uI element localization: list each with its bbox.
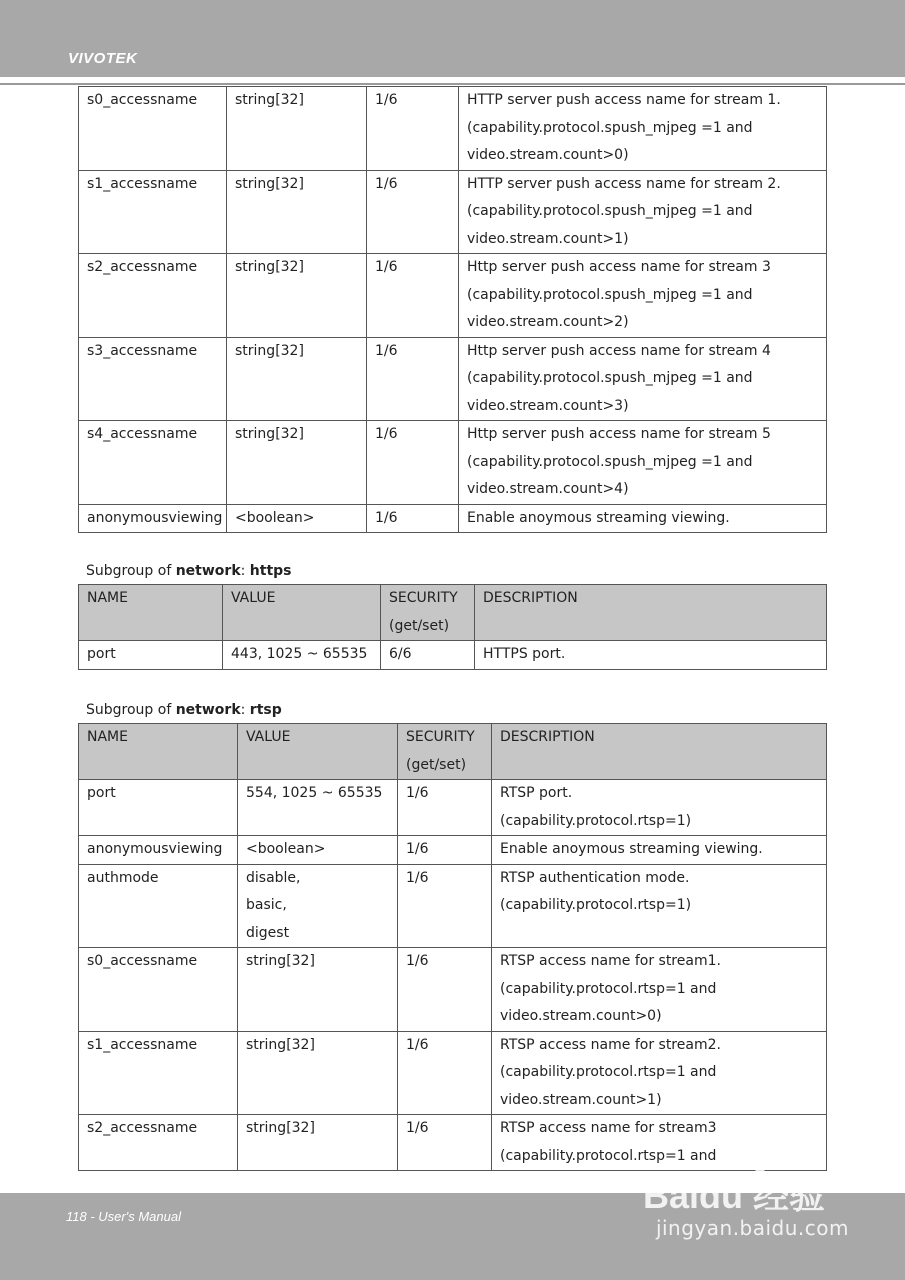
column-header: VALUE <box>238 724 398 780</box>
description-cell: RTSP access name for stream1. (capability.protocol.rtsp=1 and video.stream.count>0) <box>492 948 827 1032</box>
baidu-paw-logo-icon <box>639 1148 849 1214</box>
watermark <box>639 1148 849 1248</box>
value-cell: string[32] <box>227 254 367 338</box>
value-cell: <boolean> <box>227 504 367 533</box>
value-cell: string[32] <box>238 1115 398 1171</box>
description-cell: HTTPS port. <box>475 641 827 670</box>
brand-logo-text: VIVOTEK <box>68 50 138 67</box>
security-cell: 1/6 <box>367 254 459 338</box>
column-header: VALUE <box>223 585 381 641</box>
name-cell: s0_accessname <box>79 87 227 171</box>
table-row <box>79 421 827 505</box>
security-cell: 1/6 <box>398 1115 492 1171</box>
value-cell: string[32] <box>227 87 367 171</box>
security-cell: 1/6 <box>367 421 459 505</box>
name-cell: port <box>79 780 238 836</box>
rtsp-table-body <box>79 724 827 1171</box>
security-cell: 1/6 <box>398 780 492 836</box>
name-cell: anonymousviewing <box>79 504 227 533</box>
value-cell: <boolean> <box>238 836 398 865</box>
column-header: SECURITY (get/set) <box>381 585 475 641</box>
column-header: DESCRIPTION <box>492 724 827 780</box>
page-number: 118 - User's Manual <box>66 1209 181 1224</box>
value-cell: string[32] <box>238 948 398 1032</box>
https-subgroup-caption: Subgroup of network: https <box>86 563 292 579</box>
description-cell: RTSP access name for stream3 (capability.protocol.rtsp=1 and <box>492 1115 827 1171</box>
description-cell: RTSP authentication mode. (capability.protocol.rtsp=1) <box>492 864 827 948</box>
column-header: NAME <box>79 724 238 780</box>
security-cell: 1/6 <box>398 948 492 1032</box>
table-row <box>79 641 827 670</box>
table-row <box>79 504 827 533</box>
table-header-row <box>79 724 827 780</box>
description-cell: HTTP server push access name for stream 2. (capability.protocol.spush_mjpeg =1 and video.stream.count>1) <box>459 170 827 254</box>
name-cell: anonymousviewing <box>79 836 238 865</box>
security-cell: 6/6 <box>381 641 475 670</box>
description-cell: RTSP port. (capability.protocol.rtsp=1) <box>492 780 827 836</box>
description-cell: Http server push access name for stream 3 (capability.protocol.spush_mjpeg =1 and video.stream.count>2) <box>459 254 827 338</box>
name-cell: s3_accessname <box>79 337 227 421</box>
https-table-body <box>79 585 827 670</box>
header-divider <box>0 83 905 85</box>
value-cell: 554, 1025 ~ 65535 <box>238 780 398 836</box>
name-cell: s1_accessname <box>79 170 227 254</box>
value-cell: string[32] <box>227 337 367 421</box>
security-cell: 1/6 <box>398 836 492 865</box>
security-cell: 1/6 <box>367 87 459 171</box>
description-cell: Http server push access name for stream 5 (capability.protocol.spush_mjpeg =1 and video.stream.count>4) <box>459 421 827 505</box>
top-parameter-table <box>78 86 827 533</box>
name-cell: s4_accessname <box>79 421 227 505</box>
table-row <box>79 864 827 948</box>
description-cell: RTSP access name for stream2. (capability.protocol.rtsp=1 and video.stream.count>1) <box>492 1031 827 1115</box>
table-row <box>79 170 827 254</box>
security-cell: 1/6 <box>398 1031 492 1115</box>
description-cell: Enable anoymous streaming viewing. <box>459 504 827 533</box>
security-cell: 1/6 <box>367 170 459 254</box>
table-header-row <box>79 585 827 641</box>
security-cell: 1/6 <box>367 337 459 421</box>
name-cell: s0_accessname <box>79 948 238 1032</box>
watermark-logo-text: Baidu 经验 <box>643 1175 826 1214</box>
description-cell: HTTP server push access name for stream 1. (capability.protocol.spush_mjpeg =1 and video.stream.count>0) <box>459 87 827 171</box>
watermark-url: jingyan.baidu.com <box>655 1216 849 1240</box>
value-cell: string[32] <box>227 421 367 505</box>
value-cell: string[32] <box>227 170 367 254</box>
name-cell: s2_accessname <box>79 254 227 338</box>
table-row <box>79 87 827 171</box>
table-row <box>79 836 827 865</box>
name-cell: s2_accessname <box>79 1115 238 1171</box>
table-row <box>79 948 827 1032</box>
https-parameter-table <box>78 584 827 670</box>
page-header <box>0 0 905 77</box>
name-cell: s1_accessname <box>79 1031 238 1115</box>
description-cell: Http server push access name for stream 4 (capability.protocol.spush_mjpeg =1 and video.stream.count>3) <box>459 337 827 421</box>
rtsp-subgroup-caption: Subgroup of network: rtsp <box>86 702 282 718</box>
description-cell: Enable anoymous streaming viewing. <box>492 836 827 865</box>
security-cell: 1/6 <box>367 504 459 533</box>
top-table-body <box>79 87 827 533</box>
value-cell: disable, basic, digest <box>238 864 398 948</box>
value-cell: string[32] <box>238 1031 398 1115</box>
security-cell: 1/6 <box>398 864 492 948</box>
column-header: SECURITY (get/set) <box>398 724 492 780</box>
rtsp-parameter-table <box>78 723 827 1171</box>
table-row <box>79 1031 827 1115</box>
name-cell: port <box>79 641 223 670</box>
table-row <box>79 254 827 338</box>
table-row <box>79 780 827 836</box>
column-header: DESCRIPTION <box>475 585 827 641</box>
column-header: NAME <box>79 585 223 641</box>
value-cell: 443, 1025 ~ 65535 <box>223 641 381 670</box>
name-cell: authmode <box>79 864 238 948</box>
table-row <box>79 337 827 421</box>
